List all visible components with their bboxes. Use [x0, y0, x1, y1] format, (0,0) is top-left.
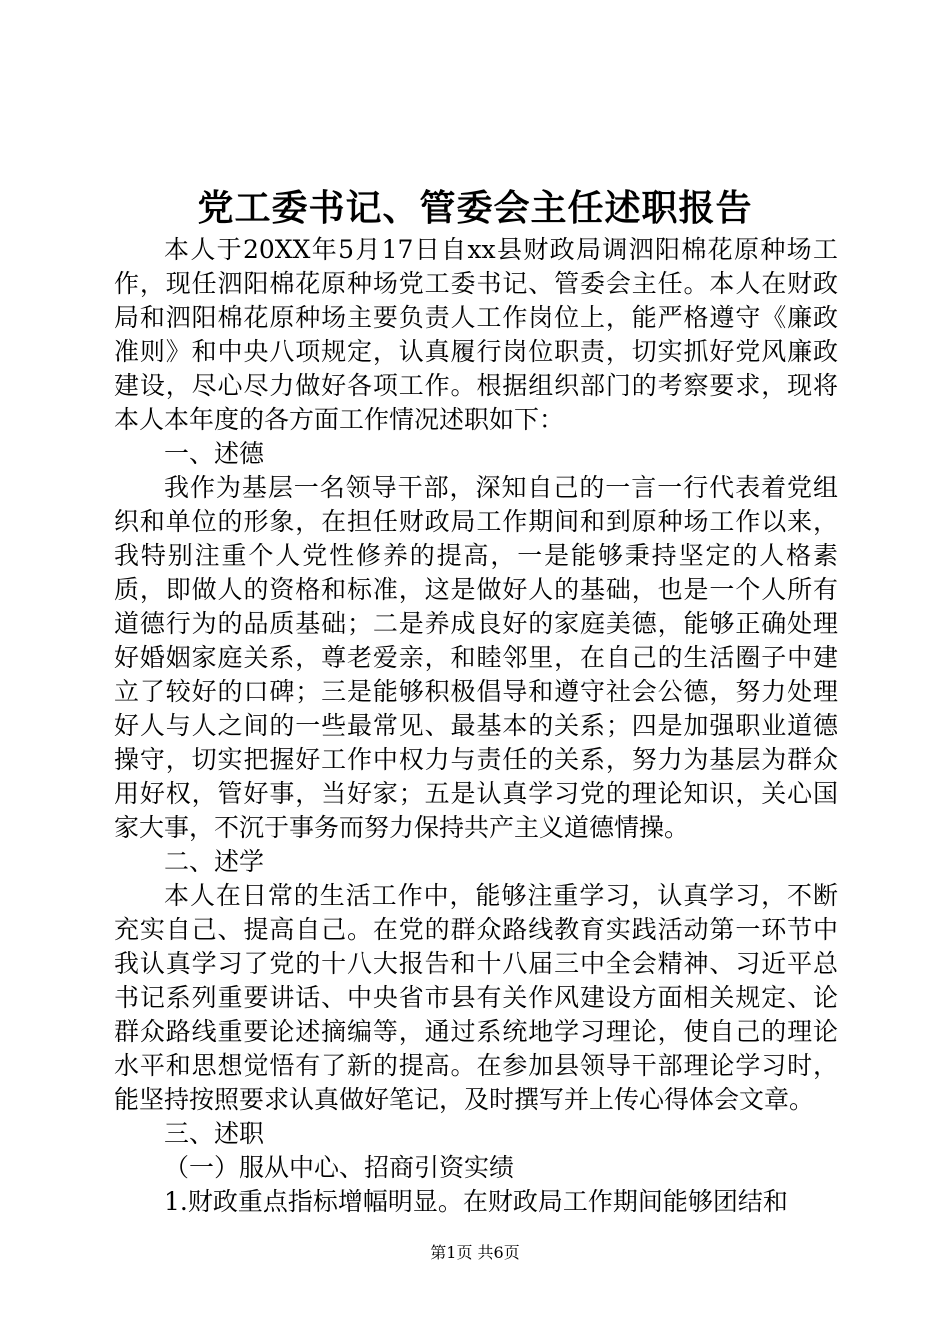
section-heading-study: 二、述学 — [164, 847, 265, 876]
document-title: 党工委书记、管委会主任述职报告 — [197, 187, 753, 229]
page-footer: 第1页 共6页 — [430, 1243, 520, 1262]
section-heading-virtue: 一、述德 — [164, 439, 265, 468]
study-paragraph: 本人在日常的生活工作中，能够注重学习，认真学习，不断充实自己、提高自己。在党的群众路线教育实践活动第一环节中我认真学习了党的十八大报告和十八届三中全会精神、习近平总书记系列重要讲话、中央省市县有关作风建设方面相关规定、论群众路线重要论述摘编等，通过系统地学习理论，使自己的理论水平和思想觉悟有了新的提高。在参加县领导干部理论学习时，能坚持按照要求认真做好笔记，及时撰写并上传心得体会文章。 — [114, 881, 838, 1114]
section-heading-duty: 三、述职 — [164, 1119, 265, 1148]
virtue-paragraph: 我作为基层一名领导干部，深知自己的一言一行代表着党组织和单位的形象，在担任财政局工作期间和到原种场工作以来，我特别注重个人党性修养的提高，一是能够秉持坚定的人格素质，即做人的资格和标准，这是做好人的基础，也是一个人所有道德行为的品质基础；二是养成良好的家庭美德，能够正确处理好婚姻家庭关系，尊老爱亲，和睦邻里，在自己的生活圈子中建立了较好的口碑；三是能够积极倡导和遵守社会公德，努力处理好人与人之间的一些最常见、最基本的关系；四是加强职业道德操守，切实把握好工作中权力与责任的关系，努力为基层为群众用好权，管好事，当好家；五是认真学习党的理论知识，关心国家大事，不沉于事务而努力保持共产主义道德情操。 — [114, 473, 838, 842]
intro-paragraph: 本人于20XX年5月17日自xx县财政局调泗阳棉花原种场工作，现任泗阳棉花原种场党工委书记、管委会主任。本人在财政局和泗阳棉花原种场主要负责人工作岗位上，能严格遵守《廉政准则》和中央八项规定，认真履行岗位职责，切实抓好党风廉政建设，尽心尽力做好各项工作。根据组织部门的考察要求，现将本人本年度的各方面工作情况述职如下： — [114, 235, 838, 434]
document-body — [114, 233, 838, 1219]
item-finance-indicators: 1.财政重点指标增幅明显。在财政局工作期间能够团结和 — [164, 1187, 788, 1216]
subsection-heading-investment: （一）服从中心、招商引资实绩 — [164, 1153, 515, 1182]
